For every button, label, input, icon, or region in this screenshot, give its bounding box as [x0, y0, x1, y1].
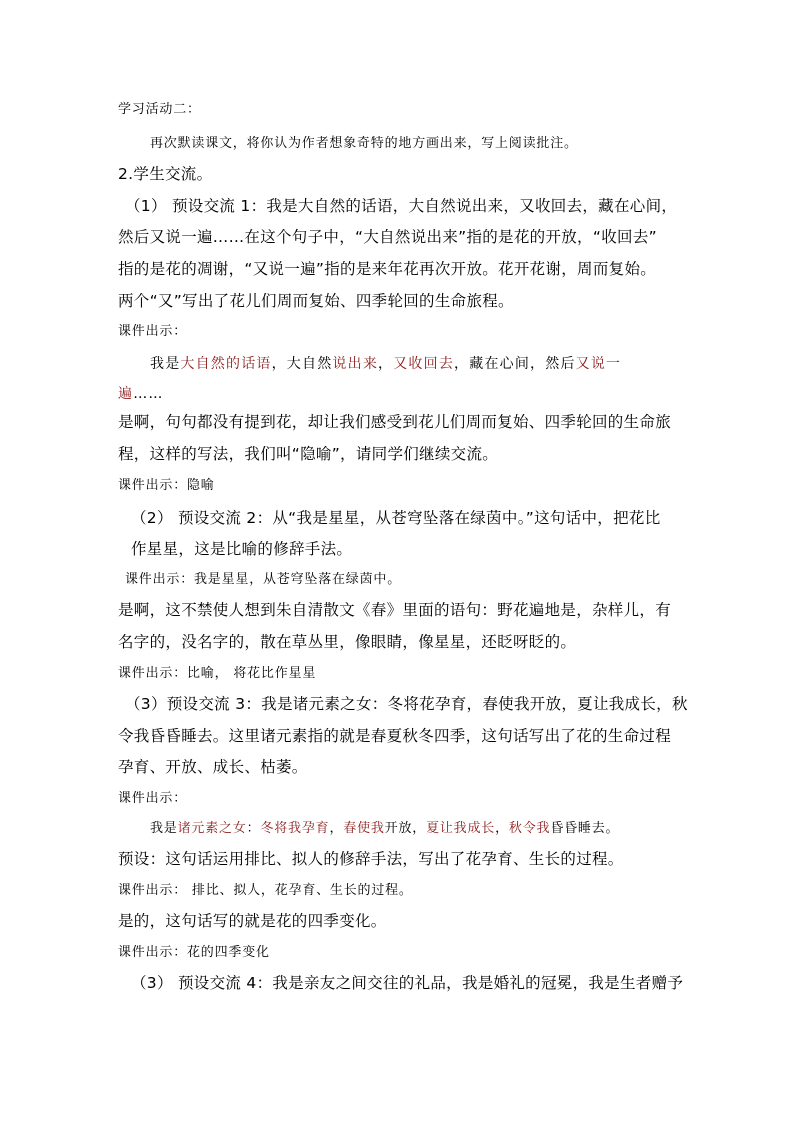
exchange-1-line-1: （1） 预设交流 1：我是大自然的话语，大自然说出来，又收回去，藏在心间，: [125, 197, 678, 215]
courseware-simile: 课件出示：比喻， 将花比作星星: [118, 666, 317, 681]
exchange-2-line-2: 作星星，这是比喻的修辞手法。: [131, 540, 353, 558]
instruction-text: 再次默读课文，将你认为作者想象奇特的地方画出来，写上阅读批注。: [150, 136, 578, 151]
quote-text: ……: [133, 386, 164, 402]
commentary-1-line-2: 程，这样的写法，我们叫“隐喻”，请同学们继续交流。: [118, 445, 499, 463]
quote-highlight: 大自然的话语: [180, 356, 272, 372]
exchange-1-line-4: 两个“又”写出了花儿们周而复始、四季轮回的生命旅程。: [118, 292, 514, 310]
exchange-3-line-2: 令我昏昏睡去。这里诸元素指的就是春夏秋冬四季，这句话写出了花的生命过程: [118, 727, 672, 745]
courseware-label: 课件出示：: [118, 324, 188, 339]
courseware-parallelism: 课件出示： 排比、拟人，花孕育、生长的过程。: [118, 883, 413, 898]
commentary-2-line-2: 名字的，没名字的，散在草丛里，像眼睛，像星星，还眨呀眨的。: [118, 633, 577, 651]
quote-text: ，藏在心间，然后: [454, 356, 576, 372]
exchange-2-line-1: （2） 预设交流 2：从“我是星星，从苍穹坠落在绿茵中。”这句话中，把花比: [131, 509, 661, 527]
commentary-3: 是的，这句话写的就是花的四季变化。: [118, 912, 387, 930]
quote-highlight: 冬将我孕育: [260, 821, 330, 836]
exchange-3-line-3: 孕育、开放、成长、枯萎。: [118, 758, 308, 776]
quote-text: 我是: [150, 356, 181, 372]
quote-highlight: 说出来: [332, 356, 379, 372]
quote-text: ，大自然: [271, 356, 333, 372]
quote-highlight: 诸元素之女: [177, 821, 247, 836]
quote-text: ，: [378, 356, 394, 372]
quote-highlight: 夏让我成长: [426, 821, 496, 836]
quote-text: 我是: [150, 821, 178, 836]
commentary-2-line-1: 是啊，这不禁使人想到朱自清散文《春》里面的语句：野花遍地是，杂样儿，有: [118, 601, 672, 619]
courseware-star: 课件出示：我是星星，从苍穹坠落在绿茵中。: [125, 572, 402, 587]
quote-text: ，: [329, 821, 344, 836]
quote-text: 昏昏睡去。: [550, 821, 620, 836]
quote-highlight: 春使我: [343, 821, 385, 836]
quote-text: ，: [495, 821, 509, 836]
courseware-quote-2: [150, 822, 619, 835]
quote-highlight: 又说一: [575, 356, 622, 372]
quote-text: ：: [246, 821, 261, 836]
courseware-quote-1-cont: [118, 387, 164, 401]
exchange-3-line-1: （3）预设交流 3：我是诸元素之女：冬将花孕育，春使我开放，夏让我成长，秋: [125, 695, 688, 713]
courseware-label-2: 课件出示：: [118, 791, 188, 806]
courseware-quote-1: [150, 357, 621, 371]
commentary-1-line-1: 是啊，句句都没有提到花，却让我们感受到花儿们周而复始、四季轮回的生命旅: [118, 413, 672, 431]
exchange-1-line-3: 指的是花的凋谢，“又说一遍”指的是来年花再次开放。花开花谢，周而复始。: [118, 260, 657, 278]
preset-answer: 预设：这句话运用排比、拟人的修辞手法，写出了花孕育、生长的过程。: [118, 850, 624, 868]
activity-heading: 学习活动二：: [118, 102, 201, 117]
courseware-metaphor: 课件出示：隐喻: [118, 478, 215, 493]
quote-highlight: 又收回去: [393, 356, 455, 372]
quote-highlight: 遍: [118, 386, 134, 402]
exchange-4-line-1: （3） 预设交流 4：我是亲友之间交往的礼品，我是婚礼的冠冕，我是生者赠予: [131, 974, 684, 992]
courseware-seasons: 课件出示：花的四季变化: [118, 945, 270, 960]
step-heading: 2.学生交流。: [118, 165, 213, 183]
quote-text: 开放，: [384, 821, 427, 836]
quote-highlight: 秋令我: [508, 821, 551, 836]
exchange-1-line-2: 然后又说一遍……在这个句子中，“大自然说出来”指的是花的开放，“收回去”: [118, 228, 657, 246]
